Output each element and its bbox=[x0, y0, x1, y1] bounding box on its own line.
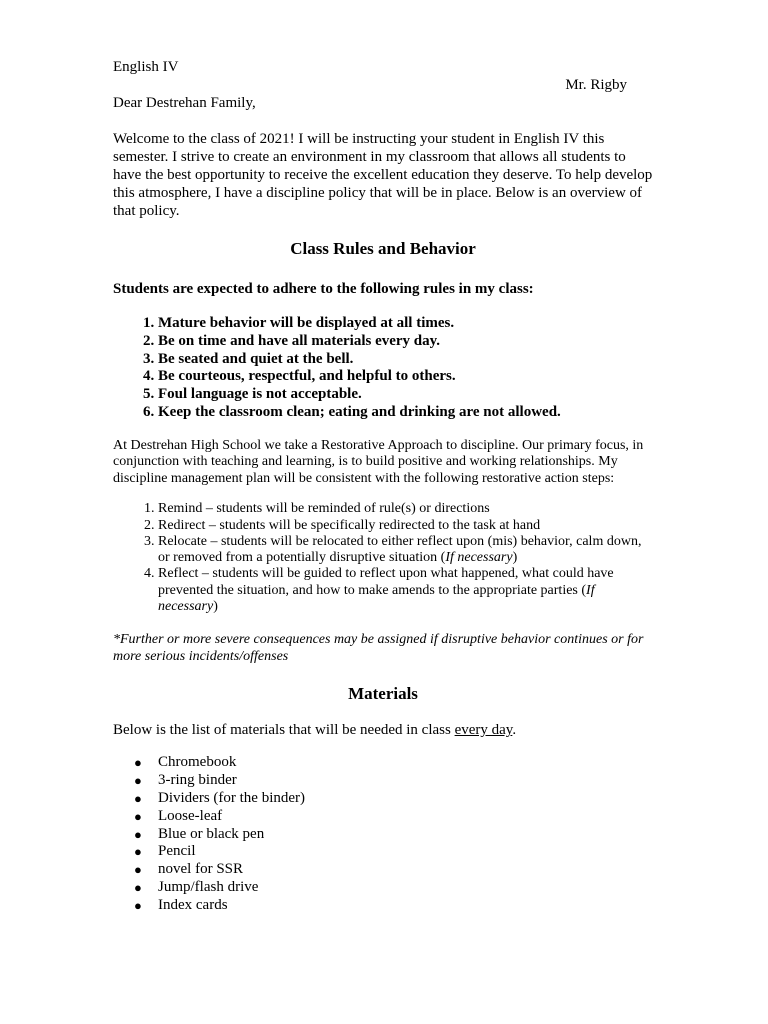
material-label: 3-ring binder bbox=[158, 772, 237, 789]
material-item bbox=[134, 754, 653, 772]
materials-list bbox=[113, 754, 653, 914]
materials-intro bbox=[113, 721, 653, 739]
material-label: Index cards bbox=[158, 896, 228, 913]
bullet-icon: ● bbox=[134, 897, 142, 913]
material-item bbox=[134, 825, 653, 844]
rules-list bbox=[113, 315, 653, 422]
material-label: Pencil bbox=[158, 843, 196, 860]
material-item bbox=[134, 789, 653, 808]
step-note: If necessary bbox=[445, 550, 513, 566]
document-page bbox=[113, 58, 653, 915]
step-close: ) bbox=[213, 599, 218, 615]
bullet-icon: ● bbox=[134, 862, 142, 878]
step-text: Reflect – students will be guided to reflect upon what happened, what could have prevented the situation, and how to make amends to the appropriate parties ( bbox=[158, 566, 614, 598]
bullet-icon: ● bbox=[134, 826, 142, 842]
restorative-paragraph: At Destrehan High School we take a Restorative Approach to discipline. Our primary focus, in conjunction with teaching and learning, is to build positive and working relationships. My discipline management plan will be consistent with the following restorative action steps: bbox=[113, 437, 644, 486]
rule-item: 5. Foul language is not acceptable. bbox=[158, 386, 653, 404]
rules-heading: Class Rules and Behavior bbox=[290, 239, 476, 258]
rule-item: 4. Be courteous, respectful, and helpful to others. bbox=[158, 368, 653, 386]
material-item bbox=[134, 896, 653, 915]
rules-expectation: Students are expected to adhere to the following rules in my class: bbox=[113, 281, 534, 297]
material-label: Loose-leaf bbox=[158, 807, 223, 824]
materials-intro-end: . bbox=[512, 722, 517, 739]
material-label: novel for SSR bbox=[158, 861, 244, 878]
material-item bbox=[134, 861, 653, 879]
material-label: Blue or black pen bbox=[158, 825, 265, 842]
material-item bbox=[134, 843, 653, 861]
step-text: Relocate – students will be relocated to either reflect upon (mis) behavior, calm down, or removed from a potentially disruptive situation ( bbox=[158, 533, 642, 566]
rule-item: 1. Mature behavior will be displayed at all times. bbox=[158, 315, 653, 333]
rule-item: 2. Be on time and have all materials every day. bbox=[158, 333, 653, 351]
material-label: Dividers (for the binder) bbox=[158, 789, 306, 806]
bullet-icon: ● bbox=[134, 879, 142, 895]
step-text: Redirect – students will be specifically redirected to the task at hand bbox=[158, 517, 541, 533]
materials-intro-text: Below is the list of materials that will be needed in class bbox=[113, 722, 455, 739]
material-label: Chromebook bbox=[158, 754, 237, 771]
bullet-icon: ● bbox=[134, 773, 142, 789]
material-item bbox=[134, 807, 653, 826]
step-text: Remind – students will be reminded of rule(s) or directions bbox=[158, 501, 490, 517]
restorative-steps-list bbox=[113, 501, 653, 615]
restorative-step bbox=[158, 566, 653, 615]
step-note: If necessary bbox=[158, 582, 595, 615]
restorative-step bbox=[158, 501, 653, 517]
bullet-icon: ● bbox=[134, 790, 142, 806]
material-label: Jump/flash drive bbox=[158, 878, 259, 895]
materials-intro-emphasis: every day bbox=[454, 722, 513, 739]
intro-paragraph: Welcome to the class of 2021! I will be instructing your student in English IV this semester. I strive to create an environment in my classroom that allows all students to have the best opportunity to receive the excellent education they deserve. To help develop this atmosphere, I have a discipline policy that will be in place. Below is an overview of that policy. bbox=[113, 131, 653, 219]
course-name: English IV bbox=[113, 59, 179, 75]
bullet-icon: ● bbox=[134, 755, 142, 771]
consequence-note: *Further or more severe consequences may be assigned if disruptive behavior continues or for more serious incidents/offenses bbox=[113, 632, 644, 665]
materials-heading: Materials bbox=[348, 684, 418, 704]
teacher-name: Mr. Rigby bbox=[565, 77, 627, 93]
salutation: Dear Destrehan Family, bbox=[113, 95, 256, 111]
material-item bbox=[134, 878, 653, 897]
rule-item: 6. Keep the classroom clean; eating and drinking are not allowed. bbox=[158, 404, 653, 422]
material-item bbox=[134, 772, 653, 790]
bullet-icon: ● bbox=[134, 844, 142, 860]
rule-item: 3. Be seated and quiet at the bell. bbox=[158, 351, 653, 369]
step-close: ) bbox=[512, 550, 518, 566]
bullet-icon: ● bbox=[134, 808, 142, 824]
restorative-step bbox=[158, 534, 653, 567]
restorative-step bbox=[158, 518, 653, 534]
